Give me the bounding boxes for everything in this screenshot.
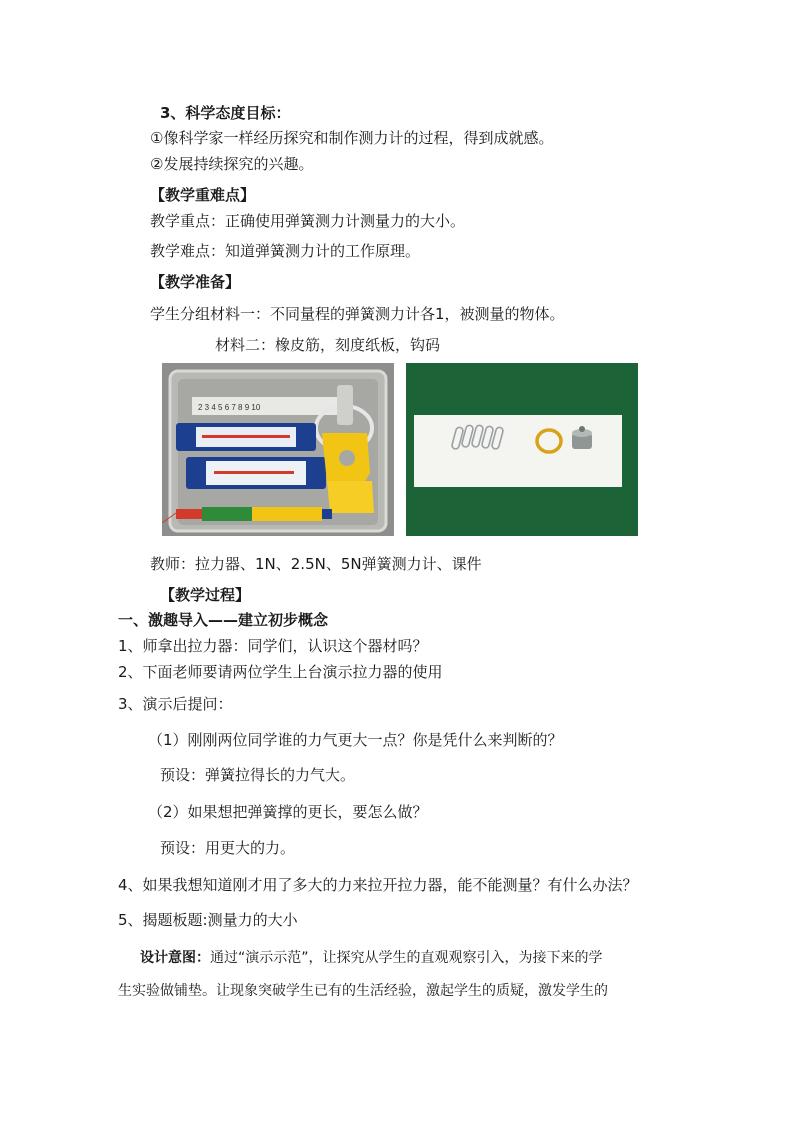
process-step: 2、下面老师要请两位学生上台演示拉力器的使用 [118,663,443,681]
attitude-goal-item: ①像科学家一样经历探究和制作测力计的过程，得到成就感。 [150,129,554,147]
section-one-heading: 一、激趣导入——建立初步概念 [118,611,329,629]
preparation-heading: 【教学准备】 [150,273,241,291]
answer-two: 预设：用更大的力。 [160,839,296,857]
process-heading: 【教学过程】 [160,586,251,604]
difficulty-text: 教学难点：知道弹簧测力计的工作原理。 [150,242,421,260]
process-step: 3、演示后提问： [118,695,233,713]
process-step: 5、揭题板题:测量力的大小 [118,911,298,929]
question-two: （2）如果想把弹簧撑的更长，要怎么做？ [148,803,428,821]
attitude-goal-item: ②发展持续探究的兴趣。 [150,155,314,173]
design-intent-text: 通过“演示示范”，让探究从学生的直观观察引入，为接下来的学 [210,950,603,966]
material-one-text: 学生分组材料一：不同量程的弹簧测力计各1，被测量的物体。 [150,305,565,323]
spring-scales-photo [162,363,394,536]
teacher-materials-text: 教师：拉力器、1N、2.5N、5N弹簧测力计、课件 [150,555,482,573]
process-step: 4、如果我想知道刚才用了多大的力来拉开拉力器，能不能测量？有什么办法？ [118,876,638,894]
key-point-text: 教学重点：正确使用弹簧测力计测量力的大小。 [150,212,466,230]
materials-photo [406,363,638,536]
question-one: （1）刚刚两位同学谁的力气更大一点？你是凭什么来判断的？ [148,731,563,749]
material-two-text: 材料二：橡皮筋，刻度纸板，钩码 [215,336,441,354]
design-intent-text-line-two: 生实验做铺垫。让现象突破学生已有的生活经验，激起学生的质疑，激发学生的 [118,983,608,999]
design-intent-label: 设计意图： [140,950,210,966]
design-intent-line [140,948,603,968]
key-points-heading: 【教学重难点】 [150,186,256,204]
process-step: 1、师拿出拉力器：同学们，认识这个器材吗？ [118,637,428,655]
attitude-goal-heading: 3、科学态度目标： [160,104,291,122]
answer-one: 预设：弹簧拉得长的力气大。 [160,766,356,784]
ruler-scale-text: 2 3 4 5 6 7 8 9 10 [198,403,261,412]
